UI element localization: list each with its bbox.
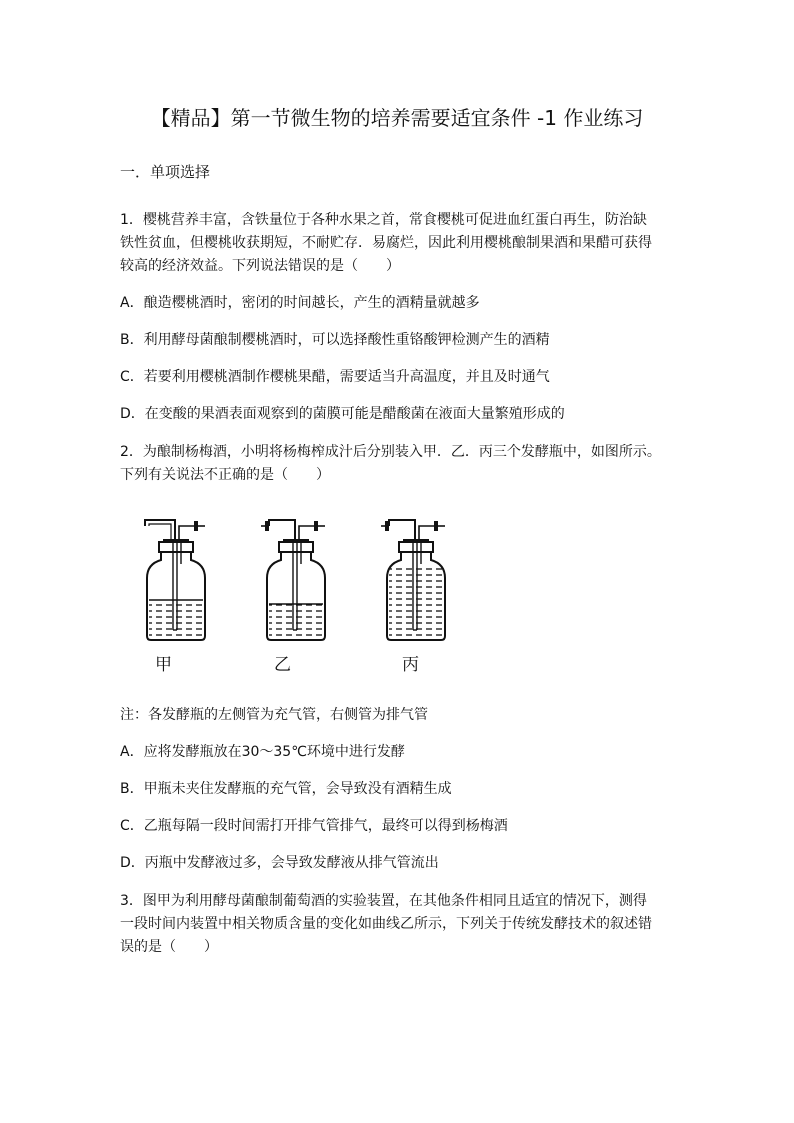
question-1-option-a: A．酿造樱桃酒时，密闭的时间越长，产生的酒精量就越多 xyxy=(120,295,480,311)
question-1-line-2: 铁性贫血，但樱桃收获期短，不耐贮存．易腐烂，因此利用樱桃酿制果酒和果醋可获得 xyxy=(120,235,652,251)
question-1-option-c: C．若要利用樱桃酒制作樱桃果醋，需要适当升高温度，并且及时通气 xyxy=(120,369,550,385)
question-2-option-c: C．乙瓶每隔一段时间需打开排气管排气，最终可以得到杨梅酒 xyxy=(120,818,508,834)
figure-label-yi: 乙 xyxy=(274,655,291,675)
question-1-option-b: B．利用酵母菌酿制樱桃酒时，可以选择酸性重铬酸钾检测产生的酒精 xyxy=(120,332,550,348)
question-2-option-a: A．应将发酵瓶放在30～35℃环境中进行发酵 xyxy=(120,744,405,760)
question-3-line-1: 3．图甲为利用酵母菌酿制葡萄酒的实验装置，在其他条件相同且适宜的情况下，测得 xyxy=(120,893,647,909)
question-1-line-1: 1．樱桃营养丰富，含铁量位于各种水果之首，常食樱桃可促进血红蛋白再生，防治缺 xyxy=(120,212,647,228)
question-1-option-d: D．在变酸的果酒表面观察到的菌膜可能是醋酸菌在液面大量繁殖形成的 xyxy=(120,406,565,422)
page-title: 【精品】第一节微生物的培养需要适宜条件 -1 作业练习 xyxy=(150,106,644,130)
section-heading: 一．单项选择 xyxy=(120,163,211,181)
question-2-option-d: D．丙瓶中发酵液过多，会导致发酵液从排气管流出 xyxy=(120,855,439,871)
question-3-line-3: 误的是（ ） xyxy=(120,939,218,955)
question-2-line-2: 下列有关说法不正确的是（ ） xyxy=(120,467,330,483)
fermentation-bottles-figure xyxy=(135,512,455,648)
question-2-line-1: 2．为酿制杨梅酒，小明将杨梅榨成汁后分别装入甲．乙．丙三个发酵瓶中，如图所示。 xyxy=(120,444,661,460)
question-3-line-2: 一段时间内装置中相关物质含量的变化如曲线乙所示，下列关于传统发酵技术的叙述错 xyxy=(120,916,652,932)
bottle-bing xyxy=(381,520,445,640)
figure-label-bing: 丙 xyxy=(402,655,419,675)
bottle-yi xyxy=(261,520,325,640)
figure-note: 注：各发酵瓶的左侧管为充气管，右侧管为排气管 xyxy=(120,707,428,723)
figure-label-jia: 甲 xyxy=(155,655,172,675)
question-1-line-3: 较高的经济效益。下列说法错误的是（ ） xyxy=(120,258,400,274)
bottle-jia xyxy=(145,520,205,640)
question-2-option-b: B．甲瓶未夹住发酵瓶的充气管，会导致没有酒精生成 xyxy=(120,781,452,797)
